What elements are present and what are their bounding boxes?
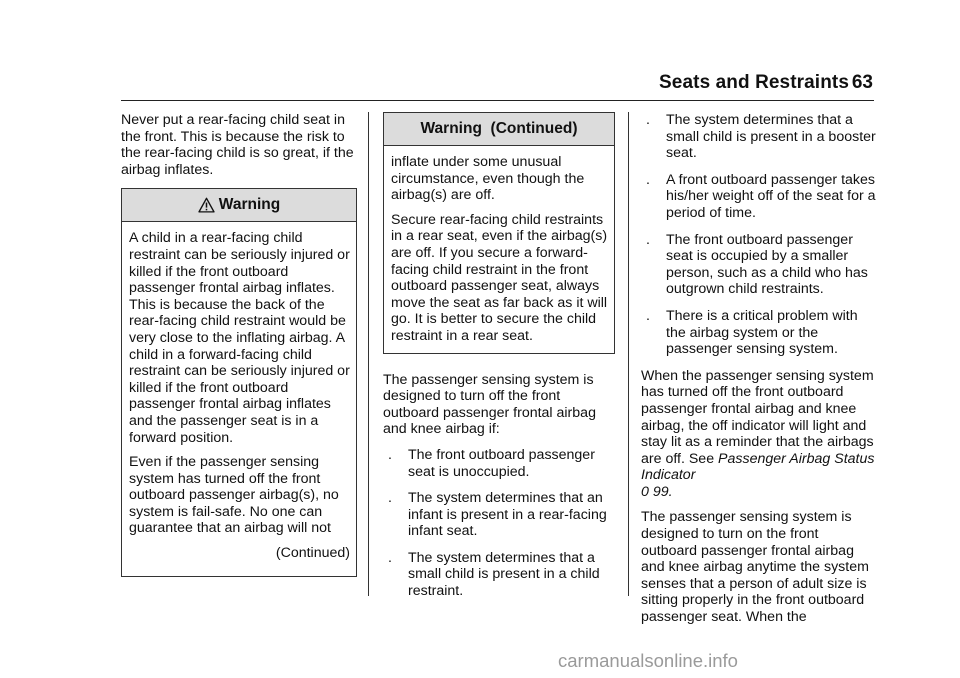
bullet-list-2 (641, 112, 877, 358)
list-item-text: The system determines that a small child is present in a booster seat. (666, 112, 876, 162)
list-item-text: The system determines that an infant is present in a rear-facing infant seat. (408, 490, 607, 540)
sensing-paragraph: The passenger sensing system is designed to turn off the front outboard passenger frontal airbag and knee airbag if: (383, 371, 596, 438)
warning-continued-paragraph-1: inflate under some unusual circumstance, even though the airbag(s) are off. (391, 154, 585, 204)
bullet-marker: . (388, 490, 392, 507)
bullet-list-1 (383, 447, 615, 600)
page-reference[interactable]: 0 99. (641, 483, 673, 500)
bullet-marker: . (388, 549, 392, 566)
bullet-marker: . (646, 231, 650, 248)
intro-paragraph: Never put a rear-facing child seat in the front. This is because the risk to the rear-facing child is so great, if the airbag inflates. (121, 112, 354, 178)
warning-paragraph-2: Even if the passenger sensing system has turned off the front outboard passenger airbag(s), no system is fail-safe. No one can guarantee that an airbag will not (129, 454, 339, 537)
list-item-text: There is a critical problem with the airbag system or the passenger sensing system. (666, 307, 858, 358)
list-item (641, 112, 877, 162)
bullet-marker: . (646, 307, 650, 324)
status-indicator-link[interactable]: Passenger Airbag Status Indicator (641, 450, 875, 484)
warning-triangle-icon (198, 197, 215, 214)
list-item-text: The system determines that a small child is present in a child restraint. (408, 549, 600, 600)
column-2 (383, 112, 615, 610)
bullet-marker: . (646, 171, 650, 188)
column-3 (641, 112, 877, 635)
warning-title: Warning (218, 196, 281, 214)
warning-header (122, 189, 356, 222)
bullet-marker: . (388, 446, 392, 463)
warning-continued-header (384, 113, 614, 146)
list-item (641, 308, 877, 358)
list-item (383, 447, 615, 480)
list-item-text: The front outboard passenger seat is occupied by a smaller person, such as a child who has outgrown child restraints. (666, 231, 868, 298)
warning-continued-box (383, 112, 615, 354)
warning-box (121, 188, 357, 576)
list-item (641, 172, 877, 222)
list-item-text: The front outboard passenger seat is unoccupied. (408, 446, 595, 480)
warning-continued-body (384, 146, 614, 353)
column-1 (121, 112, 357, 577)
column-divider-2 (628, 112, 629, 596)
list-item (383, 490, 615, 540)
warning-continued-paragraph-2: Secure rear-facing child restraints in a rear seat, even if the airbag(s) are off. If you secure a forward-facing child restraint in the front outboard passenger seat, always move the seat as far back as it will go. It is better to secure the child restraint in a rear seat. (391, 211, 608, 344)
list-item-text: A front outboard passenger takes his/her weight off of the seat for a period of time. (666, 171, 876, 221)
indicator-paragraph (641, 368, 877, 501)
page-number: 63 (851, 72, 873, 93)
section-title: Seats and Restraints (659, 72, 849, 93)
warning-body (122, 222, 356, 575)
warning-paragraph-1: A child in a rear-facing child restraint can be seriously injured or killed if the front outboard passenger frontal airbag inflates. This is because the back of the rear-facing child restraint would be very close to the inflating airbag. A child in a forward-facing child restraint can be seriously injured or killed if the front outboard passenger frontal airbag inflates and the passenger seat is in a forward position. (129, 230, 350, 446)
indicator-text: When the passenger sensing system has turned off the front outboard passenger frontal airbag and knee airbag, the off indicator will light and stay lit as a reminder that the airbags are off. See (641, 367, 874, 467)
header-divider (121, 100, 874, 101)
continued-label: (Continued) (275, 545, 350, 562)
watermark-text: carmanualsonline.info (558, 650, 738, 671)
bullet-marker: . (646, 112, 650, 128)
list-item (383, 550, 615, 600)
adult-sensing-paragraph: The passenger sensing system is designed to turn on the front outboard passenger frontal airbag and knee airbag anytime the system senses that a person of adult size is sitting properly in the front outboard passenger seat. When the (641, 509, 869, 626)
page-header (0, 70, 960, 98)
warning-continued-title: Warning (Continued) (420, 119, 578, 137)
column-divider-1 (368, 112, 369, 596)
list-item (641, 232, 877, 298)
